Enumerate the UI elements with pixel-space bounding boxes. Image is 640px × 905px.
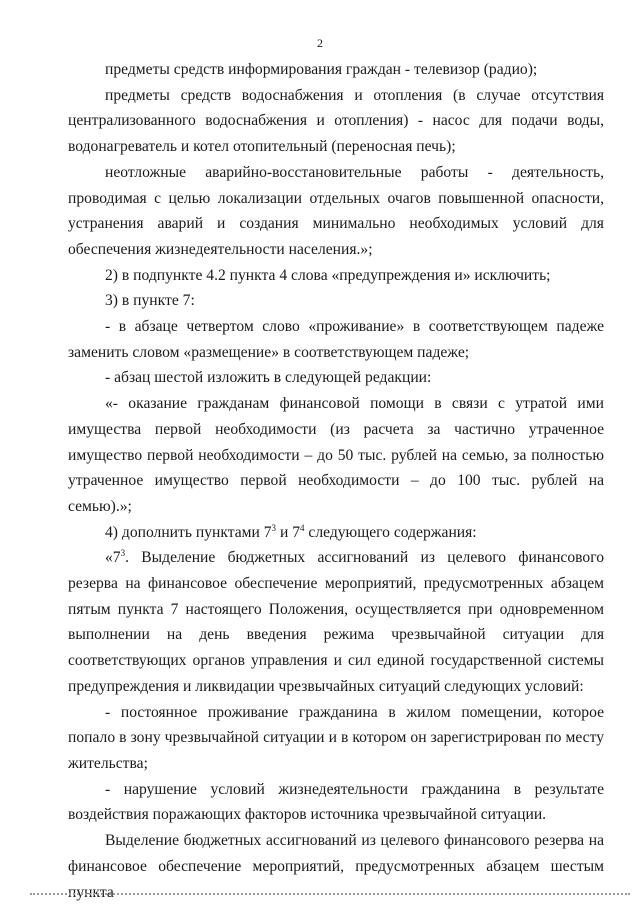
paragraph-add-points xyxy=(68,520,604,546)
superscript: 3 xyxy=(120,548,126,559)
paragraph: неотложные аварийно-восстановительные работы - деятельность, проводимая с целью локализации отдельных очагов повышенной опасности, устранения аварий и создания минимально необходимых условий для обеспечения жизнедеятельности населения.»; xyxy=(68,163,604,258)
document-body xyxy=(68,57,604,905)
text-run: и 7 xyxy=(276,523,300,541)
paragraph: Выделение бюджетных ассигнований из целевого финансового резерва на финансовое обеспечение мероприятий, предусмотренных абзацем шестым пункта xyxy=(68,832,604,901)
text-run: . Выделение бюджетных ассигнований из целевого финансового резерва на финансовое обеспечение мероприятий, предусмотренных абзацем пятым пункта 7 настоящего Положения, осуществляется при одновременном выполнении на день введения режима чрезвычайной ситуации для соответствующих органов управления и сил единой государственной системы предупреждения и ликвидации чрезвычайных ситуаций следующих условий: xyxy=(68,549,604,695)
superscript: 4 xyxy=(300,522,305,533)
paragraph: - абзац шестой изложить в следующей редакции: xyxy=(105,369,432,387)
paragraph: предметы средств информирования граждан - телевизор (радио); xyxy=(105,61,538,78)
superscript: 3 xyxy=(271,522,277,533)
paragraph: - в абзаце четвертом слово «проживание» в соответствующем падеже заменить словом «размещение» в соответствующем падеже; xyxy=(68,318,604,361)
paragraph-point-7-3 xyxy=(68,545,604,699)
text-run: следующего содержания: xyxy=(304,523,477,541)
scan-edge-artifact xyxy=(30,893,630,898)
paragraph: 3) в пункте 7: xyxy=(105,292,195,310)
text-run: 4) дополнить пунктами 7 xyxy=(105,523,272,541)
paragraph: «- оказание гражданам финансовой помощи в связи с утратой ими имущества первой необходимости (из расчета за частично утраченное имущество первой необходимости – до 50 тыс. рублей на семью, за полностью утраченное имущество первой необходимости – до 100 тыс. рублей на семью).»; xyxy=(68,395,604,515)
paragraph: - нарушение условий жизнедеятельности гражданина в результате воздействия поражающих факторов источника чрезвычайной ситуации. xyxy=(68,780,604,824)
paragraph: предметы средств водоснабжения и отопления (в случае отсутствия централизованного водоснабжения и отопления) - насос для подачи воды, водонагреватель и котел отопительный (переносная печь); xyxy=(68,86,604,156)
paragraph: 2) в подпункте 4.2 пункта 4 слова «предупреждения и» исключить; xyxy=(105,266,551,284)
text-run: «7 xyxy=(105,549,121,567)
paragraph: - постоянное проживание гражданина в жилом помещении, которое попало в зону чрезвычайной ситуации и в котором он зарегистрирован по месту жительства; xyxy=(68,703,604,772)
page-number: 2 xyxy=(317,36,323,50)
